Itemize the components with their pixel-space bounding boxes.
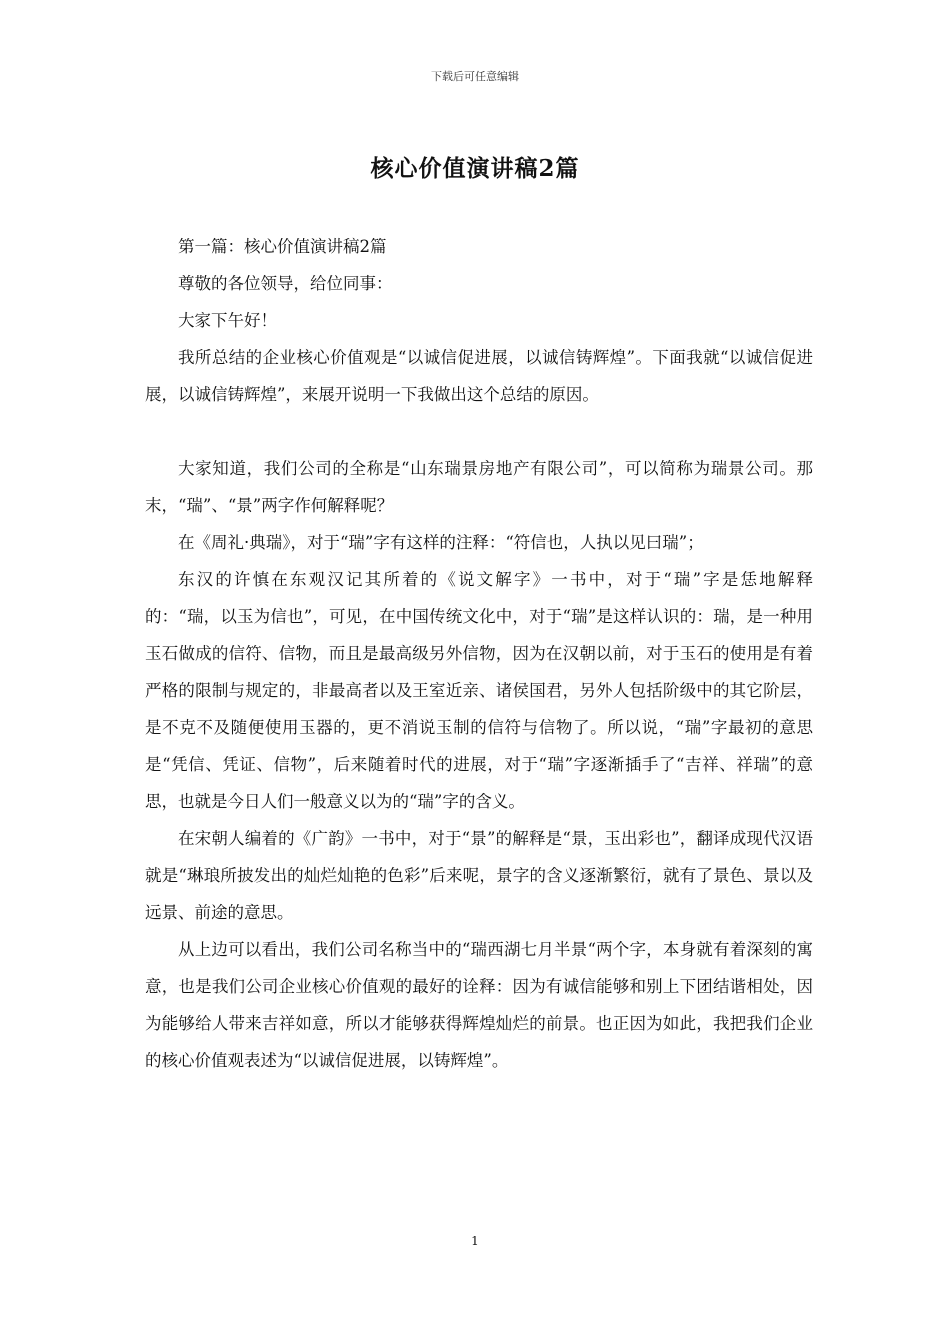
paragraph-section-heading: 第一篇：核心价值演讲稿2篇 [178,237,387,256]
paragraph-shuowen: 东汉的许慎在东观汉记其所着的《说文解字》一书中，对于“瑞”字是恁地解释的：“瑞，以玉为信也”，可见，在中国传统文化中，对于“瑞”是这样认识的：瑞，是一种用玉石做成的信符、信物，而且是最高级另外信物，因为在汉朝以前，对于玉石的使用是有着严格的限制与规定的，非最高者以及王室近亲、诸侯国君，另外人包括阶级中的其它阶层，是不克不及随便使用玉器的，更不消说玉制的信符与信物了。所以说，“瑞”字最初的意思是“凭信、凭证、信物”，后来随着时代的进展，对于“瑞”字逐渐插手了“吉祥、祥瑞”的意思，也就是今日人们一般意义以为的“瑞”字的含义。 [145,570,813,811]
paragraph-zhouli: 在《周礼·典瑞》，对于“瑞”字有这样的注释：“符信也，人执以见曰瑞”； [178,533,704,552]
paragraph-core-values: 我所总结的企业核心价值观是“以诚信促进展，以诚信铸辉煌”。下面我就“以诚信促进展，以诚信铸辉煌”，来展开说明一下我做出这个总结的原因。 [145,348,813,404]
paragraph-greeting: 大家下午好！ [178,311,277,330]
paragraph-guangyun: 在宋朝人编着的《广韵》一书中，对于“景”的解释是“景，玉出彩也”，翻译成现代汉语就是“琳琅所披发出的灿烂灿艳的色彩”后来呢，景字的含义逐渐繁衍，就有了景色、景以及远景、前途的意思。 [145,829,813,922]
paragraph-company-name: 大家知道，我们公司的全称是“山东瑞景房地产有限公司”，可以简称为瑞景公司。那末，“瑞”、“景”两字作何解释呢？ [145,459,813,515]
paragraph-conclusion: 从上边可以看出，我们公司名称当中的“瑞西湖七月半景“两个字，本身就有着深刻的寓意，也是我们公司企业核心价值观的最好的诠释：因为有诚信能够和别上下团结谐相处，因为能够给人带来吉祥如意，所以才能够获得辉煌灿烂的前景。也正因为如此，我把我们企业的核心价值观表述为“以诚信促进展，以铸辉煌”。 [145,940,813,1070]
header-note: 下载后可任意编辑 [431,70,519,83]
page-number: 1 [471,1234,479,1248]
document-body [145,228,813,1079]
document-title: 核心价值演讲稿2篇 [370,155,580,182]
paragraph-salutation: 尊敬的各位领导，给位同事： [178,274,393,293]
